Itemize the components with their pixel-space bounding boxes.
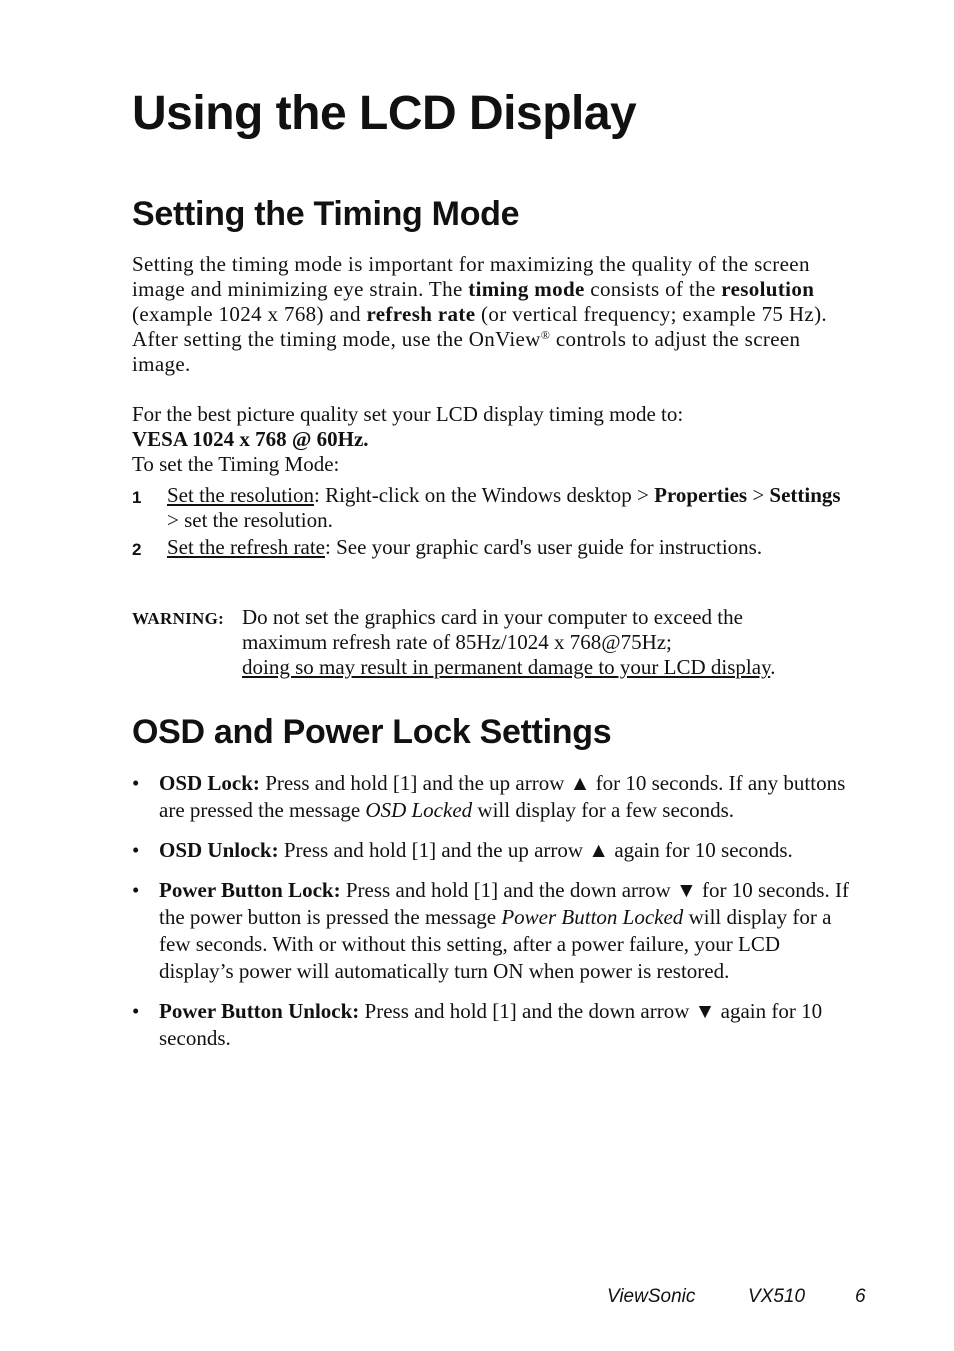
warning-block xyxy=(132,605,872,680)
warning-text xyxy=(242,605,872,680)
term-settings: Settings xyxy=(769,483,841,507)
list-item-osd-lock xyxy=(132,770,857,824)
step-item xyxy=(132,535,852,560)
bullet-icon: • xyxy=(132,838,140,862)
steps-intro: To set the Timing Mode: xyxy=(132,452,340,476)
warning-damage-note: doing so may result in permanent damage to your LCD display xyxy=(242,655,771,679)
text-run: Press and hold [1] and the up arrow ▲ again for 10 seconds. xyxy=(278,838,793,862)
text-run: Press and hold [1] and the up arrow ▲ for 10 seconds. If any buttons are pressed the message xyxy=(159,771,846,822)
bullet-icon: • xyxy=(132,878,140,902)
footer-page-number: 6 xyxy=(855,1286,866,1307)
text-run: Press and hold [1] and the down arrow ▼ again for 10 seconds. xyxy=(159,999,823,1050)
bullet-icon: • xyxy=(132,999,140,1023)
bullet-icon: • xyxy=(132,771,140,795)
set-refresh-rate-link[interactable]: Set the refresh rate xyxy=(167,535,326,559)
text-run: consists of the xyxy=(584,277,722,301)
term-properties: Properties xyxy=(654,483,748,507)
timing-steps-list xyxy=(132,483,852,562)
text-run: Press and hold [1] and the down arrow ▼ for 10 seconds. If the power button is pressed the message xyxy=(159,878,849,929)
recommended-timing-paragraph xyxy=(132,402,852,477)
list-item-power-button-lock xyxy=(132,877,857,985)
term-timing-mode: timing mode xyxy=(468,277,585,301)
text-run: : See your graphic card's user guide for instructions. xyxy=(325,535,763,559)
warning-line: maximum refresh rate of 85Hz/1024 x 768@75Hz; xyxy=(242,630,672,654)
item-label: OSD Lock: xyxy=(159,771,260,795)
text-run: (or vertical frequency; example 75 Hz). After setting the timing mode, use the OnView xyxy=(132,302,828,351)
timing-mode-intro-paragraph xyxy=(132,252,852,377)
set-resolution-link[interactable]: Set the resolution xyxy=(167,483,314,507)
warning-label: WARNING: xyxy=(132,609,225,628)
text-run: will display for a few seconds. xyxy=(472,798,735,822)
warning-line: Do not set the graphics card in your computer to exceed the xyxy=(242,605,743,629)
text-run: Setting the timing mode is important for maximizing the quality of the screen image and minimizing eye strain. The xyxy=(132,252,810,301)
list-item-power-button-unlock xyxy=(132,998,857,1052)
warning-line: doing so may result in permanent damage to your LCD display. xyxy=(242,655,776,679)
recommended-mode: VESA 1024 x 768 @ 60Hz. xyxy=(132,427,369,451)
term-resolution: resolution xyxy=(721,277,815,301)
item-label: OSD Unlock: xyxy=(159,838,279,862)
step-item xyxy=(132,483,852,533)
term-refresh-rate: refresh rate xyxy=(366,302,476,326)
recommendation-line: For the best picture quality set your LCD display timing mode to: xyxy=(132,402,684,426)
step-number: 2 xyxy=(132,540,142,559)
registered-mark: ® xyxy=(540,328,551,342)
section-heading-osd-power-lock: OSD and Power Lock Settings xyxy=(132,713,612,751)
text-run: will display for a few seconds. With or without this setting, after a power failure, your LCD display’s power will automatically turn ON when power is restored. xyxy=(159,905,832,983)
list-item-osd-unlock xyxy=(132,837,857,864)
section-heading-timing-mode: Setting the Timing Mode xyxy=(132,195,520,233)
text-run: > set the resolution. xyxy=(167,508,333,532)
item-label: Power Button Lock: xyxy=(159,878,341,902)
text-run: : Right-click on the Windows desktop > xyxy=(313,483,655,507)
lock-settings-list xyxy=(132,770,857,1065)
item-label: Power Button Unlock: xyxy=(159,999,360,1023)
text-run: (example 1024 x 768) and xyxy=(132,302,367,326)
message-power-button-locked: Power Button Locked xyxy=(501,905,684,929)
footer-brand: ViewSonic xyxy=(607,1286,696,1307)
message-osd-locked: OSD Locked xyxy=(365,798,473,822)
step-number: 1 xyxy=(132,488,142,507)
text-run: controls to adjust the screen image. xyxy=(132,327,801,376)
text-run: > xyxy=(747,483,770,507)
page-title: Using the LCD Display xyxy=(132,87,637,140)
footer-model: VX510 xyxy=(748,1286,806,1307)
